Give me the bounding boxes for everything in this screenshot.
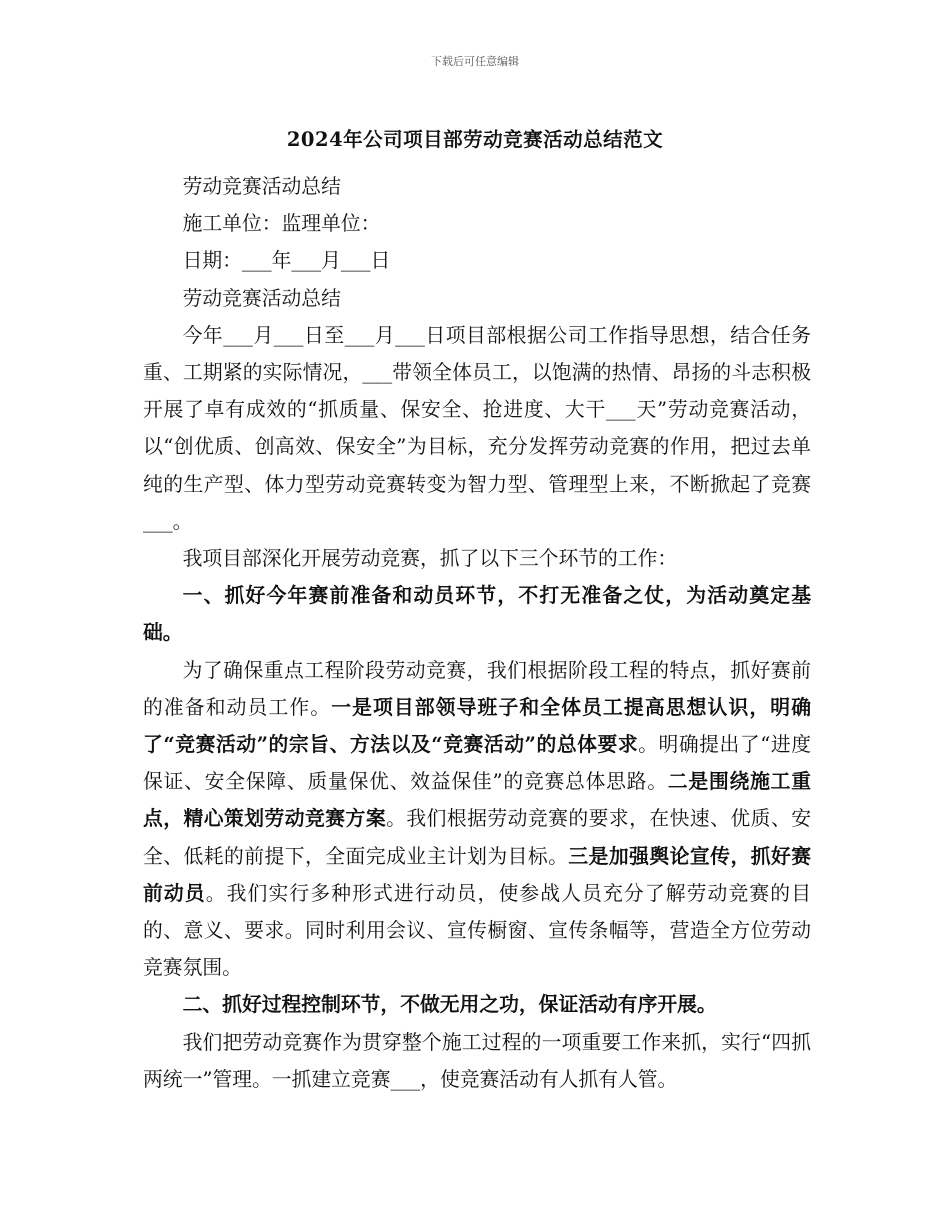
paragraph-three-links: 我项目部深化开展劳动竞赛，抓了以下三个环节的工作： (182, 547, 678, 571)
paragraph-intro: 今年___月___日至___月___日项目部根据公司工作指导思想，结合任务重、工期紧的实际情况，___带领全体员工，以饱满的热情、昂扬的斗志积极开展了卓有成效的“抓质量、保安全、抢进度、大干___天”劳动竞赛活动，以“创优质、创高效、保安全”为目标，充分发挥劳动竞赛的作用，把过去单纯的生产型、体力型劳动竞赛转变为智力型、管理型上来，不断掀起了竞赛___。 (143, 323, 811, 533)
paragraph-subtitle-repeat: 劳动竞赛活动总结 (182, 286, 341, 310)
paragraph-units: 施工单位：监理单位： (182, 212, 381, 236)
paragraph-preparation (143, 652, 811, 987)
text-run: 为了确保重点工程阶段劳动竞赛，我们根据阶段工程的特点，抓好赛前的准备和动员工作。 (143, 658, 811, 719)
document-title: 2024年公司项目部劳动竞赛活动总结范文 (286, 128, 664, 151)
text-run: 。我们根据劳动竞赛的要求，在快速、优质、安全、低耗的前提下，全面完成业主计划为目标。 (143, 807, 811, 868)
paragraph-date: 日期：___年___月___日 (182, 249, 391, 273)
section-heading-1: 一、抓好今年赛前准备和动员环节，不打无准备之仗，为活动奠定基础。 (143, 583, 811, 645)
bold-point-1: 一是项目部领导班子和全体员工提高思想认识，明确了“竞赛活动”的宗旨、方法以及“竞赛活动”的总体要求 (143, 694, 811, 757)
document-body (143, 168, 811, 1098)
section-heading-2: 二、抓好过程控制环节，不做无用之功，保证活动有序开展。 (182, 992, 717, 1017)
page-header-note: 下载后可任意编辑 (431, 55, 519, 68)
paragraph-subtitle: 劳动竞赛活动总结 (182, 175, 341, 198)
bold-point-3: 三是加强舆论宣传，抓好赛前动员 (143, 843, 811, 905)
bold-point-2: 二是围绕施工重点，精心策划劳动竞赛方案 (143, 769, 811, 831)
paragraph-process-control: 我们把劳动竞赛作为贯穿整个施工过程的一项重要工作来抓，实行“四抓两统一”管理。一抓建立竞赛___，使竞赛活动有人抓有人管。 (143, 1030, 811, 1091)
text-run: 。我们实行多种形式进行动员，使参战人员充分了解劳动竞赛的目的、意义、要求。同时利用会议、宣传橱窗、宣传条幅等，营造全方位劳动竞赛氛围。 (143, 881, 811, 980)
text-run: 。明确提出了“进度保证、安全保障、质量保优、效益保佳”的竞赛总体思路。 (143, 733, 811, 794)
